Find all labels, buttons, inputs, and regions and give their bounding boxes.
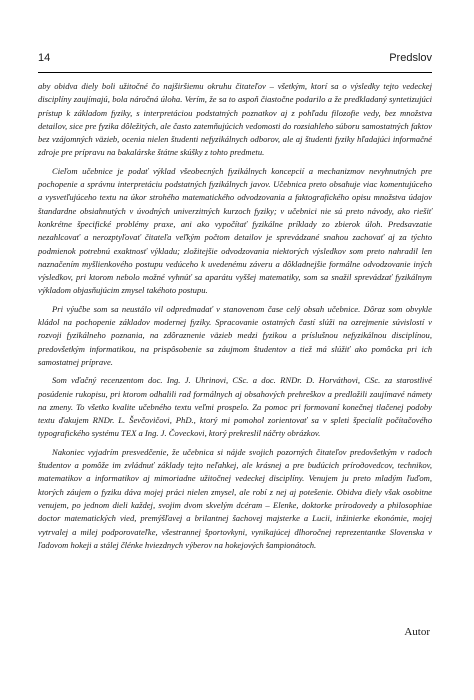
header-rule bbox=[38, 72, 432, 73]
running-head: Predslov bbox=[389, 52, 432, 64]
paragraph-2: Cieľom učebnice je podať výklad všeobecných fyzikálnych koncepcií a mechanizmov nevyhnutných pre pochopenie a správnu interpretáciu podstatných fyzikálnych javov. Učebnica preto obsahuje viac komentujúceho a vysvetľujúceho textu na úkor strohého matematického odvodzovania a faktografického opisu množstva údajov štandardne obsiahnutých v úvodných univerzitných kurzoch fyziky; v učebnici nie sú preto návody, ako riešiť konkrétne špecifické problémy praxe, ani ako vypočítať fyzikálne príklady zo zbierok úloh. Predsavzatie nezahlcovať a nerozptyľovať čitateľa veľkým počtom detailov je sprevádzané snahou zachovať aj za týchto podmienok potrebnú exaktnosť výkladu; zložitejšie odvodzovania niektorých výsledkov som preto nahradil len naznačením myšlienkového postupu vedúceho k uvedenému záveru a dôkladnejšie formálne odvodzovanie iných výsledkov, pri ktorom nebolo možné vyhnúť sa aparátu vyššej matematiky, som sa snažil sprevádzať fyzikálnym výkladom objasňujúcim zmysel takéhoto postupu. bbox=[38, 165, 432, 296]
page-number: 14 bbox=[38, 52, 51, 64]
paragraph-3: Pri výučbe som sa neustálo vil odpredmadať v stanovenom čase celý obsah učebnice. Dôraz som obvykle kládol na pochopenie základov modernej fyziky. Spracovanie ostatných častí slúži na ozrejmenie súvislostí v rozvoji fyzikálneho poznania, na zdôraznenie väzieb medzi fyzikou a príslušnou nefyzikálnou disciplínou, predovšetkým informatikou, na prispôsobenie sa záujmom študentov a tiež má slúžiť ako pomôcka pri ich samostatnej príprave. bbox=[38, 303, 432, 367]
signature: Autor bbox=[404, 626, 430, 638]
page-header bbox=[38, 52, 432, 70]
paragraph-5: Nakoniec vyjadrím presvedčenie, že učebnica si nájde svojich pozorných čitateľov predovšetkým v radoch študentov a pomôže im zvládnuť základy tejto neľahkej, ale krásnej a pre budúcich príroдovedcov, technikov, matematikov a informatikov aj mimoriadne užitočnej vedeckej disciplíny. Venujem ju preto mladým ľuďom, ktorých záujem o fyziku dáva mojej práci nielen zmysel, ale robí z nej aj potešenie. Obidva diely však osobitne venujem, po jednom dieli každej, svojim dvom skvelým dcéram – Elenke, doktorke prírodovedy a philosophiae doctor matematických vied, premýšľavej a brilantnej šachovej majsterke a Lucii, inžinierke ekonómie, mojej vytrvalej a milej podporovateľke, všestrannej športovkyni, vynikajúcej dlhoročnej reprezentantke Slovenska v ľadovom hokeji a stálej člénke hviezdnych výberov na hokejových šampionátoch. bbox=[38, 446, 432, 550]
paragraph-4: Som vďačný recenzentom doc. Ing. J. Uhrinovi, CSc. a doc. RNDr. D. Horváthovi, CSc. za starostlivé posúdenie rukopisu, pri ktorom odhalili rad formálnych aj obsahových prehreškov a predložili zaujímavé námety na zmeny. To všetko kvalite učebného textu veľmi prospelo. Za pomoc pri formovaní konečnej tlačenej podoby textu ďakujem RNDr. L. Ševčovičovi, PhD., ktorý mi pomohol zorientovať sa v spleti špecialít počítačového typografického systému TEX a Ing. J. Čoveckovi, ktorý prekreslil náčrty obrázkov. bbox=[38, 375, 432, 439]
body-text bbox=[38, 80, 432, 557]
paragraph-1: aby obidva diely boli užitočné čo najširšiemu okruhu čitateľov – všetkým, ktorí sa o výsledky tejto vedeckej disciplíny zaujímajú, bola náročná úloha. Verím, že sa to aspoň čiastočne podarilo a že predkladaný syntetizujúci prístup k základom fyziky, s interpretáciou podstatných poznatkov aj z pohľadu filozofie vedy, bez množstva detailov, sice pre fyzika dôležitých, ale často zatemňujúcich vedomosti do rozsiahleho súboru samostatných faktov bez vzájomných väzieb, ocenia nielen študenti nefyzikálnych odborov, ale aj študenti fyziky hľadajúci informačné zdroje pre prípravu na bakalárske štátne skúšky z tohto predmetu. bbox=[38, 81, 432, 158]
